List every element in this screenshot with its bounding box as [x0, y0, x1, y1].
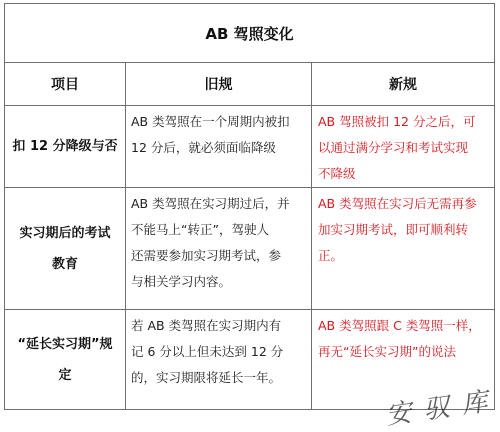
item-cell — [5, 106, 126, 188]
item-cell — [5, 310, 126, 410]
item-text: 教育 — [51, 256, 78, 272]
new-rule-cell — [312, 188, 495, 310]
old-rule-text: 的，实习期限将延长一年。 — [131, 370, 282, 385]
table-row — [5, 188, 495, 310]
item-text: 扣 12 分降级与否 — [12, 139, 118, 154]
table-title: AB 驾照变化 — [5, 4, 495, 63]
old-rule-cell — [126, 310, 312, 410]
new-rule-text: 以通过满分学习和考试实现 — [318, 140, 469, 155]
old-rule-text: 若 AB 类驾照在实习期内有 — [131, 318, 282, 333]
new-rule-text: 加实习期考试，即可顺利转 — [318, 222, 469, 237]
new-rule-text: AB 类驾照跟 C 类驾照一样， — [318, 318, 481, 333]
new-rule-text: AB 类驾照在实习后无需再参 — [318, 196, 477, 211]
old-rule-text: AB 类驾照在实习期过后，并 — [131, 196, 290, 211]
ab-license-comparison-table — [4, 3, 495, 410]
header-new-rule: 新规 — [312, 63, 495, 106]
new-rule-text: 正。 — [318, 248, 344, 263]
old-rule-cell — [126, 106, 312, 188]
item-text: 定 — [58, 367, 72, 383]
old-rule-text: AB 类驾照在一个周期内被扣 — [131, 114, 290, 129]
old-rule-text: 记 6 分以上但未达到 12 分 — [131, 344, 284, 359]
new-rule-text: AB 驾照被扣 12 分之后，可 — [318, 114, 476, 129]
old-rule-text: 不能马上“转正”，驾驶人 — [131, 222, 269, 237]
old-rule-text: 还需要参加实习期考试，参 — [131, 248, 282, 263]
item-text: “延长实习期”规 — [17, 336, 113, 352]
watermark-logo: 安 驭 库 — [384, 386, 492, 432]
old-rule-cell — [126, 188, 312, 310]
table-row — [5, 106, 495, 188]
old-rule-text: 12 分后，就必须面临降级 — [131, 140, 276, 155]
comparison-table-wrapper — [4, 3, 494, 423]
new-rule-cell — [312, 106, 495, 188]
header-row — [5, 63, 495, 106]
header-item: 项目 — [5, 63, 126, 106]
new-rule-text: 不降级 — [318, 166, 356, 181]
title-row — [5, 4, 495, 63]
new-rule-text: 再无“延长实习期”的说法 — [318, 344, 456, 359]
old-rule-text: 与相关学习内容。 — [131, 274, 232, 289]
item-cell — [5, 188, 126, 310]
header-old-rule: 旧规 — [126, 63, 312, 106]
item-text: 实习期后的考试 — [19, 225, 111, 241]
